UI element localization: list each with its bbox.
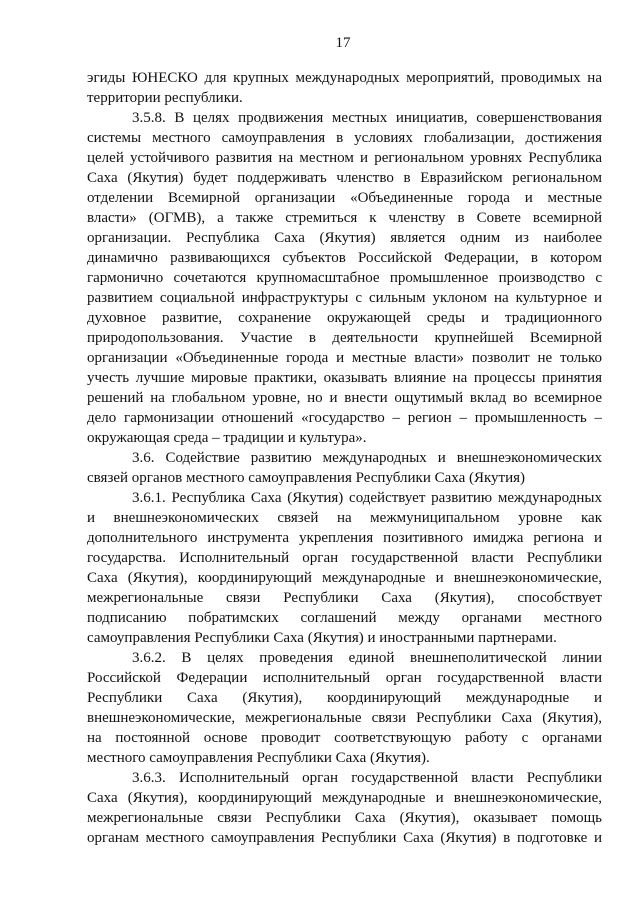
text-line: природопользования. Участие в деятельности крупнейшей Всемирной [87, 330, 602, 346]
text-line: органам местного самоуправления Республики Саха (Якутия) в подготовке и [87, 830, 602, 846]
text-line: власти» (ОГМВ), а также стремиться к членству в Совете всемирной [87, 210, 602, 226]
text-line: 3.6.1. Республика Саха (Якутия) содействует развитию международных [132, 490, 602, 506]
text-line: территории республики. [87, 90, 243, 106]
text-line: гармонично сочетаются крупномасштабное промышленное производство с [87, 270, 602, 286]
paragraph [87, 108, 602, 448]
text-line: развитием социальной инфраструктуры с сильным уклоном на культурное и [87, 290, 602, 306]
text-line: Республики Саха (Якутия), координирующий международные и [87, 690, 602, 706]
text-line: межрегиональные связи Республики Саха (Якутия), оказывает помощь [87, 810, 602, 826]
text-line: 3.6. Содействие развитию международных и внешнеэкономических [132, 450, 602, 466]
text-line: отделении Всемирной организации «Объединенные города и местные [87, 190, 602, 206]
document-body [87, 68, 602, 848]
text-line: окружающая среда – традиции и культура». [87, 430, 367, 446]
page-number: 17 [335, 35, 351, 51]
text-line: Российской Федерации исполнительный орган государственной власти [87, 670, 602, 686]
text-line: решений на глобальном уровне, но и внести ощутимый вклад во всемирное [87, 390, 602, 406]
text-line: организации «Объединенные города и местные власти» позволит не только [87, 350, 602, 366]
text-line: государства. Исполнительный орган государственной власти Республики [87, 550, 602, 566]
text-line: внешнеэкономические, межрегиональные связи Республики Саха (Якутия), [87, 710, 602, 726]
text-line: Саха (Якутия), координирующий международные и внешнеэкономические, [87, 790, 602, 806]
paragraph [87, 768, 602, 848]
text-line: подписанию побратимских соглашений между органами местного [87, 610, 602, 626]
text-line: 3.6.2. В целях проведения единой внешнеполитической линии [132, 650, 602, 666]
text-line: дополнительного инструмента укрепления позитивного имиджа региона и [87, 530, 602, 546]
paragraph [87, 648, 602, 768]
text-line: Саха (Якутия) будет поддерживать членство в Евразийском региональном [87, 170, 602, 186]
text-line: 3.5.8. В целях продвижения местных инициатив, совершенствования [132, 110, 602, 126]
paragraph [87, 448, 602, 488]
text-line: целей устойчивого развития на местном и региональном уровнях Республика [87, 150, 602, 166]
paragraph [87, 68, 602, 108]
paragraph [87, 488, 602, 648]
text-line: учесть лучшие мировые практики, оказывать влияние на процессы принятия [87, 370, 602, 386]
text-line: межрегиональные связи Республики Саха (Якутия), способствует [87, 590, 602, 606]
text-line: динамично развивающихся субъектов Российской Федерации, в котором [87, 250, 602, 266]
text-line: организации. Республика Саха (Якутия) является одним из наиболее [87, 230, 602, 246]
text-line: и внешнеэкономических связей на межмуниципальном уровне как [87, 510, 602, 526]
text-line: на постоянной основе проводит соответствующую работу с органами [87, 730, 602, 746]
text-line: самоуправления Республики Саха (Якутия) и иностранными партнерами. [87, 630, 557, 646]
text-line: дело гармонизации отношений «государство – регион – промышленность – [87, 410, 602, 426]
text-line: системы местного самоуправления в условиях глобализации, достижения [87, 130, 602, 146]
text-line: Саха (Якутия), координирующий международные и внешнеэкономические, [87, 570, 602, 586]
text-line: связей органов местного самоуправления Республики Саха (Якутия) [87, 470, 526, 486]
text-line: эгиды ЮНЕСКО для крупных международных мероприятий, проводимых на [87, 70, 602, 86]
text-line: местного самоуправления Республики Саха (Якутия). [87, 750, 430, 766]
text-line: духовное развитие, сохранение окружающей среды и традиционного [87, 310, 602, 326]
text-line: 3.6.3. Исполнительный орган государственной власти Республики [132, 770, 602, 786]
